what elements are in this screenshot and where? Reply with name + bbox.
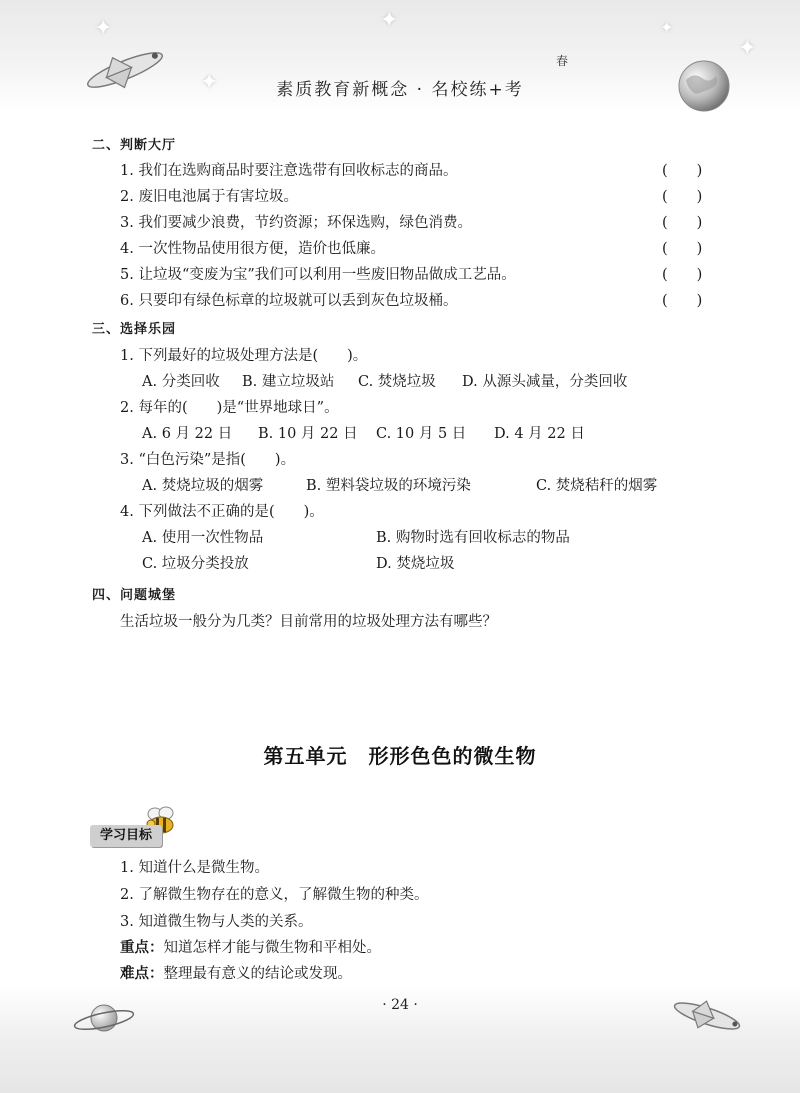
choice-option[interactable]: D. 从源头减量，分类回收 [462,374,628,390]
choice-option[interactable]: A. 6 月 22 日 [142,426,233,442]
judgement-item: 3. 我们要减少浪费，节约资源；环保选购，绿色消费。 [120,215,472,231]
section-title-choice: 三、选择乐园 [92,322,177,337]
sparkle-icon: ✦ [738,36,757,61]
key-point-text: 知道怎样才能与微生物和平相处。 [163,940,381,956]
question-stem: 1. 下列最好的垃圾处理方法是( )。 [120,348,368,364]
choice-option[interactable]: B. 10 月 22 日 [258,426,358,442]
choice-option[interactable]: B. 建立垃圾站 [242,374,335,390]
sparkle-icon: ✦ [94,16,113,41]
choice-option[interactable]: C. 10 月 5 日 [376,426,467,442]
sparkle-icon: ✦ [660,18,674,37]
difficulty [120,962,352,983]
answer-blank[interactable]: ( ) [662,241,703,257]
section-title-judgement: 二、判断大厅 [92,138,177,153]
space-shuttle-icon [662,988,752,1044]
choice-option[interactable]: C. 焚烧垃圾 [358,374,436,390]
learning-goal: 2. 了解微生物存在的意义，了解微生物的种类。 [120,887,429,903]
page-number: · 24 · [382,997,418,1013]
answer-blank[interactable]: ( ) [662,215,703,231]
sparkle-icon: ✦ [380,8,399,33]
choice-option[interactable]: A. 焚烧垃圾的烟雾 [142,478,264,494]
learning-goal: 3. 知道微生物与人类的关系。 [120,914,313,930]
learning-goals-badge: 学习目标 [90,825,162,847]
learning-goal: 1. 知道什么是微生物。 [120,860,269,876]
answer-blank[interactable]: ( ) [662,293,703,309]
judgement-item: 6. 只要印有绿色标章的垃圾就可以丢到灰色垃圾桶。 [120,293,458,309]
answer-blank[interactable]: ( ) [662,189,703,205]
answer-blank[interactable]: ( ) [662,163,703,179]
choice-option[interactable]: D. 焚烧垃圾 [376,556,455,572]
open-question: 生活垃圾一般分为几类？目前常用的垃圾处理方法有哪些？ [120,614,497,630]
planet-icon [72,996,136,1040]
header-title: 素质教育新概念 · 名校练+考 [276,80,524,100]
judgement-item: 2. 废旧电池属于有害垃圾。 [120,189,298,205]
answer-blank[interactable]: ( ) [662,267,703,283]
choice-option[interactable]: D. 4 月 22 日 [494,426,585,442]
choice-option[interactable]: C. 焚烧秸秆的烟雾 [536,478,658,494]
question-stem: 2. 每年的( )是“世界地球日”。 [120,400,339,416]
sparkle-icon: ✦ [200,70,219,95]
unit-title: 第五单元 形形色色的微生物 [263,744,537,768]
question-stem: 3. “白色污染”是指( )。 [120,452,296,468]
difficulty-label: 难点： [120,965,164,982]
key-point-label: 重点： [120,939,164,956]
choice-option[interactable]: A. 使用一次性物品 [142,530,264,546]
judgement-item: 5. 让垃圾“变废为宝”我们可以利用一些废旧物品做成工艺品。 [120,267,516,283]
difficulty-text: 整理最有意义的结论或发现。 [163,966,352,982]
choice-option[interactable]: B. 塑料袋垃圾的环境污染 [306,478,471,494]
choice-option[interactable]: C. 垃圾分类投放 [142,556,249,572]
season-tag: 春 [556,54,569,68]
judgement-item: 1. 我们在选购商品时要注意选带有回收标志的商品。 [120,163,458,179]
section-title-question: 四、问题城堡 [92,588,177,603]
question-stem: 4. 下列做法不正确的是( )。 [120,504,324,520]
judgement-item: 4. 一次性物品使用很方便，造价也低廉。 [120,241,385,257]
choice-option[interactable]: A. 分类回收 [142,374,220,390]
choice-option[interactable]: B. 购物时选有回收标志的物品 [376,530,570,546]
key-point [120,936,381,957]
